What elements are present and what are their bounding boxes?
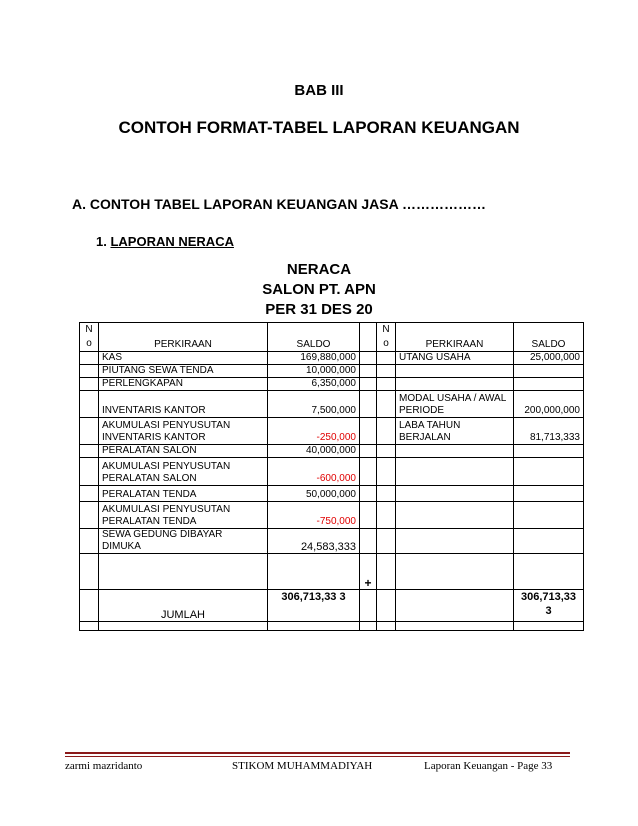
col-saldo-right: SALDO — [514, 323, 584, 352]
table-row — [80, 458, 584, 486]
footer-rule — [65, 752, 570, 754]
right-account: LABA TAHUN BERJALAN — [396, 418, 514, 445]
left-account: AKUMULASI PENYUSUTAN PERALATAN SALON — [99, 458, 268, 486]
item-1-label: LAPORAN NERACA — [110, 234, 234, 249]
total-right: 306,713,33 3 — [514, 590, 584, 622]
table-row — [80, 554, 584, 590]
col-perkiraan-left: PERKIRAAN — [99, 323, 268, 352]
table-row — [80, 445, 584, 458]
company-name: SALON PT. APN — [262, 281, 376, 298]
right-account: MODAL USAHA / AWAL PERIODE — [396, 391, 514, 418]
chapter-title: CONTOH FORMAT-TABEL LAPORAN KEUANGAN — [118, 118, 520, 137]
section-a-heading: A. CONTOH TABEL LAPORAN KEUANGAN JASA ……………… — [72, 196, 487, 212]
footer-author: zarmi mazridanto — [65, 760, 143, 772]
report-header — [0, 260, 638, 320]
col-perkiraan-right: PERKIRAAN — [396, 323, 514, 352]
left-saldo: 6,350,000 — [268, 378, 360, 391]
left-saldo: 10,000,000 — [268, 365, 360, 378]
left-saldo: 7,500,000 — [268, 391, 360, 418]
left-saldo: -600,000 — [268, 458, 360, 486]
left-account: PERLENGKAPAN — [99, 378, 268, 391]
footer-page: Laporan Keuangan - Page 33 — [424, 760, 553, 772]
left-account: INVENTARIS KANTOR — [99, 391, 268, 418]
table-row — [80, 365, 584, 378]
left-saldo: 24,583,333 — [268, 529, 360, 554]
left-account: AKUMULASI PENYUSUTAN PERALATAN TENDA — [99, 502, 268, 529]
right-saldo: 81,713,333 — [514, 418, 584, 445]
col-saldo-left: SALDO — [268, 323, 360, 352]
table-header-row — [80, 323, 584, 352]
left-saldo: -250,000 — [268, 418, 360, 445]
table-row — [80, 486, 584, 502]
table-row — [80, 352, 584, 365]
item-1-number: 1. — [96, 234, 107, 249]
chapter-heading: BAB III — [294, 82, 344, 99]
right-saldo: 200,000,000 — [514, 391, 584, 418]
left-account: PERALATAN SALON — [99, 445, 268, 458]
plus-sign: + — [360, 554, 377, 590]
total-left: 306,713,33 3 — [268, 590, 360, 622]
col-no-left: N o — [80, 323, 99, 352]
table-row — [80, 391, 584, 418]
table-row — [80, 378, 584, 391]
left-saldo: 40,000,000 — [268, 445, 360, 458]
table-row — [80, 418, 584, 445]
left-saldo: -750,000 — [268, 502, 360, 529]
footer-rule-thin — [65, 756, 570, 757]
right-saldo: 25,000,000 — [514, 352, 584, 365]
right-account: UTANG USAHA — [396, 352, 514, 365]
left-account: PERALATAN TENDA — [99, 486, 268, 502]
left-account: SEWA GEDUNG DIBAYAR DIMUKA — [99, 529, 268, 554]
left-account: KAS — [99, 352, 268, 365]
table-row — [80, 529, 584, 554]
table-row — [80, 622, 584, 631]
left-saldo: 169,880,000 — [268, 352, 360, 365]
left-account: AKUMULASI PENYUSUTAN INVENTARIS KANTOR — [99, 418, 268, 445]
col-no-right: N o — [377, 323, 396, 352]
total-row — [80, 590, 584, 622]
report-period: PER 31 DES 20 — [265, 301, 373, 318]
footer-institution: STIKOM MUHAMMADIYAH — [232, 760, 373, 772]
table-row — [80, 502, 584, 529]
spacer-cell — [360, 323, 377, 352]
total-label: JUMLAH — [99, 590, 268, 622]
left-account: PIUTANG SEWA TENDA — [99, 365, 268, 378]
item-1-heading — [96, 234, 234, 249]
balance-sheet-table — [79, 322, 584, 631]
report-title: NERACA — [286, 261, 352, 278]
left-saldo: 50,000,000 — [268, 486, 360, 502]
